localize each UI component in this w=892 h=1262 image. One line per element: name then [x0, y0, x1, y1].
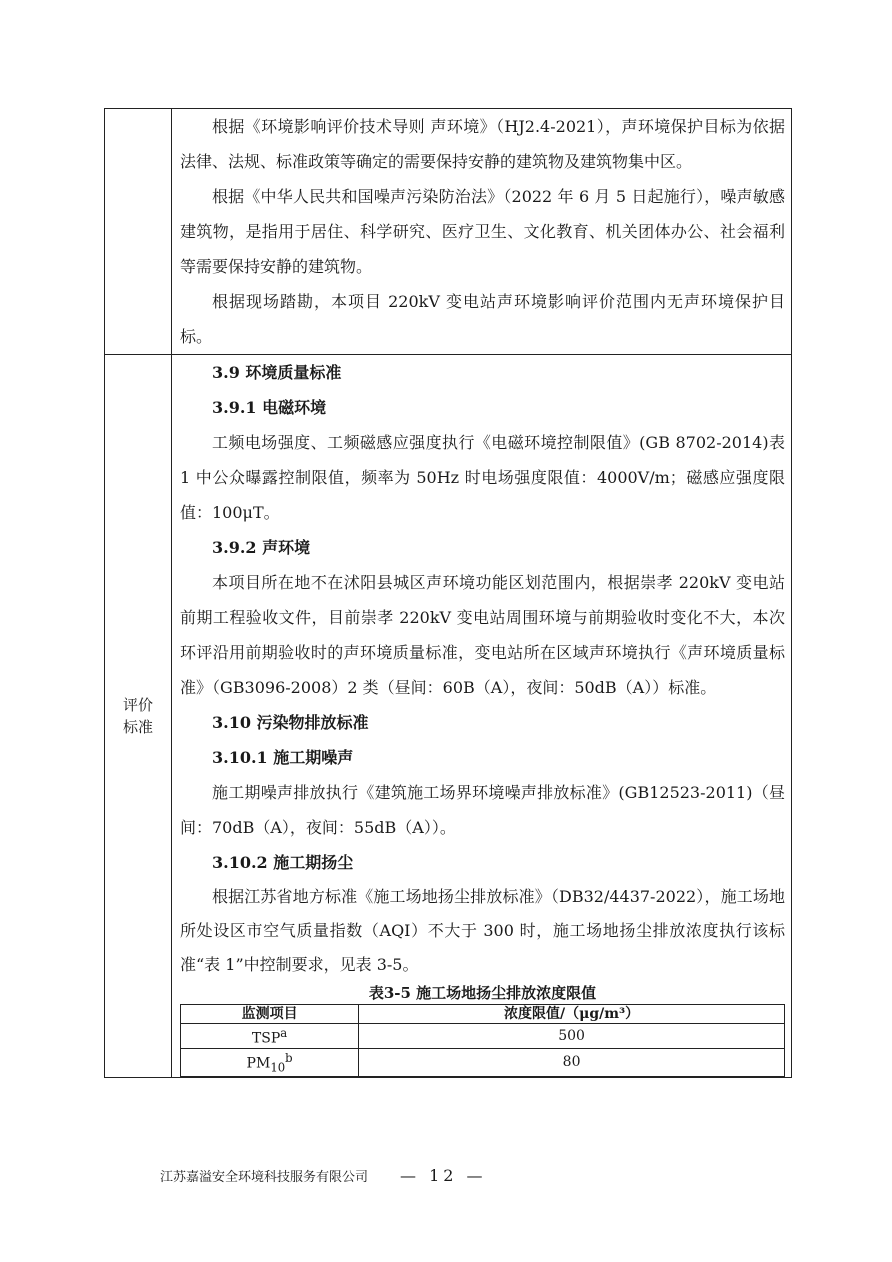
table-header-row	[181, 1005, 785, 1024]
table-row	[181, 1024, 785, 1049]
row-label-empty	[105, 109, 172, 354]
table-cell-value: 500	[359, 1024, 785, 1049]
tsp-label: TSP	[251, 1030, 281, 1047]
table-cell-item	[181, 1048, 359, 1076]
row-label-cell	[105, 355, 172, 1077]
heading-3-10-1: 3.10.1 施工期噪声	[212, 748, 354, 767]
row-evaluation-standards	[105, 355, 791, 1077]
heading-3-9: 3.9 环境质量标准	[212, 363, 342, 382]
heading-3-9-1: 3.9.1 电磁环境	[212, 398, 327, 417]
protection-targets-content	[172, 109, 791, 354]
tsp-note-marker: a	[280, 1026, 288, 1040]
table-header-item: 监测项目	[181, 1005, 359, 1024]
heading-3-9-2: 3.9.2 声环境	[212, 538, 311, 557]
paragraph-construction-dust: 根据江苏省地方标准《施工场地扬尘排放标准》（DB32/4437-2022），施工场地所处设区市空气质量指数（AQI）不大于 300 时，施工场地扬尘排放浓度执行该标准“表 1”中控制要求，见表 3-5。	[180, 887, 785, 974]
table-cell-value: 80	[359, 1048, 785, 1076]
table-row	[181, 1048, 785, 1076]
table-header-limit: 浓度限值/（μg/m³）	[359, 1005, 785, 1024]
paragraph-site-survey: 根据现场踏勘，本项目 220kV 变电站声环境影响评价范围内无声环境保护目标。	[180, 292, 785, 346]
document-frame	[104, 108, 792, 1078]
pm-label: PM	[246, 1055, 271, 1072]
table-cell-item	[181, 1024, 359, 1049]
paragraph-electromagnetic: 工频电场强度、工频磁感应强度执行《电磁环境控制限值》(GB 8702-2014)表 1 中公众曝露控制限值，频率为 50Hz 时电场强度限值：4000V/m；磁感应强度限值：100μT。	[180, 433, 785, 522]
heading-3-10-2: 3.10.2 施工期扬尘	[212, 853, 354, 872]
paragraph-construction-noise: 施工期噪声排放执行《建筑施工场界环境噪声排放标准》(GB12523-2011)（昼间：70dB（A），夜间：55dB（A））。	[180, 783, 785, 837]
paragraph-hj24: 根据《环境影响评价技术导则 声环境》（HJ2.4-2021），声环境保护目标为依据法律、法规、标准政策等确定的需要保持安静的建筑物及建筑物集中区。	[180, 117, 785, 171]
page-number: — 12 —	[400, 1166, 487, 1185]
pm-subscript: 10	[270, 1060, 286, 1075]
evaluation-content	[172, 355, 791, 1077]
pm-note-marker: b	[285, 1050, 293, 1065]
dust-limits-table	[180, 1004, 785, 1077]
row-protection-targets	[105, 109, 791, 355]
paragraph-noise-law: 根据《中华人民共和国噪声污染防治法》（2022 年 6 月 5 日起施行），噪声敏感建筑物，是指用于居住、科学研究、医疗卫生、文化教育、机关团体办公、社会福利等需要保持安静的建筑物。	[180, 187, 785, 276]
heading-3-10: 3.10 污染物排放标准	[212, 713, 369, 732]
row-label-evaluation: 评价标准	[122, 696, 153, 737]
footer-company: 江苏嘉溢安全环境科技服务有限公司	[160, 1170, 369, 1185]
table-title: 表3-5 施工场地扬尘排放浓度限值	[368, 984, 597, 1002]
paragraph-acoustic: 本项目所在地不在沭阳县城区声环境功能区划范围内，根据崇孝 220kV 变电站前期工程验收文件，目前崇孝 220kV 变电站周围环境与前期验收时变化不大，本次环评沿用前期验收时的声环境质量标准，变电站所在区域声环境执行《声环境质量标准》（GB3096-2008）2 类（昼间：60B（A），夜间：50dB（A））标准。	[180, 573, 785, 697]
